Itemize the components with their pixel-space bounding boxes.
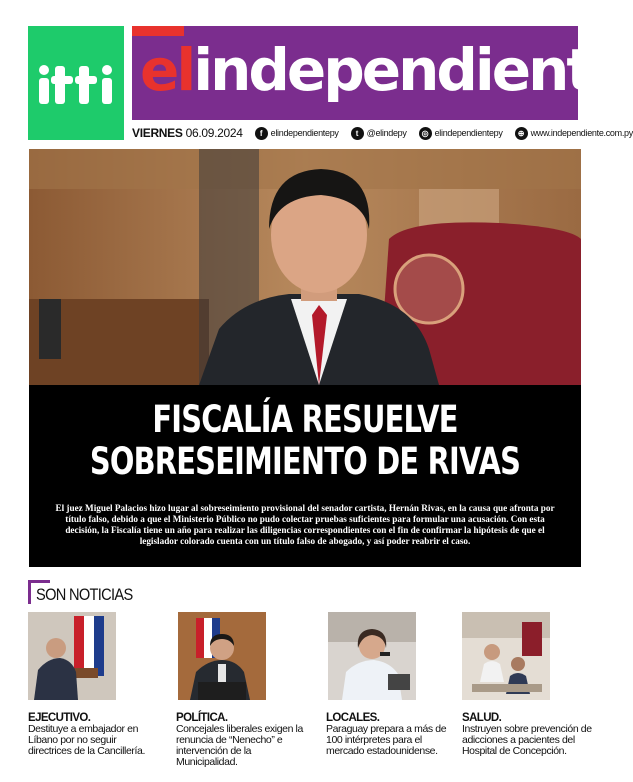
social-instagram[interactable]: [419, 127, 503, 140]
headline-line-2: SOBRESEIMIENTO DE RIVAS: [89, 440, 521, 483]
senator-portrait-image: [29, 149, 581, 385]
newspaper-nameplate: [132, 26, 628, 120]
news-item-ejecutivo[interactable]: [28, 612, 160, 757]
news-category: SALUD.: [462, 712, 502, 724]
section-heading-bar: [28, 580, 31, 604]
news-item-locales[interactable]: [326, 612, 458, 757]
instagram-handle: elindependientepy: [434, 128, 503, 138]
councilmember-photo-image: [178, 612, 266, 700]
newspaper-title: [140, 30, 627, 110]
news-text: Destituye a embajador en Líbano por no seguir directrices de la Cancillería.: [28, 723, 145, 757]
itti-logo-icon: [35, 58, 117, 108]
headline-line-1: FISCALÍA RESUELVE: [152, 398, 458, 441]
title-prefix: el: [140, 36, 194, 104]
ambassador-photo-image: [28, 612, 116, 700]
section-heading-accent: [28, 580, 50, 583]
news-item-salud[interactable]: [462, 612, 594, 757]
section-heading: [28, 580, 148, 604]
facebook-icon: f: [255, 127, 268, 140]
dateline: [132, 124, 633, 142]
website-url: www.independiente.com.py: [530, 128, 633, 138]
facebook-handle: elindependientepy: [270, 128, 339, 138]
news-category: LOCALES.: [326, 712, 380, 724]
section-title: SON NOTICIAS: [36, 585, 133, 604]
news-thumb-ejecutivo: [28, 612, 116, 700]
interpreter-photo-image: [328, 612, 416, 700]
globe-icon: ⊕: [515, 127, 528, 140]
hospital-talk-photo-image: [462, 612, 550, 700]
news-text: Paraguay prepara a más de 100 intérpretes para el mercado estadounidense.: [326, 723, 447, 757]
news-category: EJECUTIVO.: [28, 712, 91, 724]
issue-day: VIERNES: [132, 126, 183, 140]
social-twitter[interactable]: [351, 127, 407, 140]
news-category: POLÍTICA.: [176, 712, 228, 724]
publisher-logo: [28, 26, 124, 140]
instagram-icon: ◎: [419, 127, 432, 140]
lead-headline: [90, 399, 521, 483]
news-item-politica[interactable]: [176, 612, 308, 768]
news-thumb-salud: [462, 612, 550, 700]
news-text: Instruyen sobre prevención de adicciones a pacientes del Hospital de Concepción.: [462, 723, 592, 757]
title-name: independiente: [193, 36, 628, 104]
lead-photo: [29, 149, 581, 385]
news-thumb-locales: [328, 612, 416, 700]
social-facebook[interactable]: [255, 127, 339, 140]
news-thumb-politica: [178, 612, 266, 700]
lead-summary: El juez Miguel Palacios hizo lugar al sobreseimiento provisional del senador cartista, Hernán Rivas, en la causa que afronta por título falso, debido a que el Ministerio Público no pudo colectar pruebas suficientes para formular una acusación. Con esta decisión, la Fiscalía tiene un año para realizar las diligencias correspondientes con el fin de confirmar la hipótesis de que el legislador colorado cuenta con un título falso de abogado, y así poder reabrir el caso.: [55, 503, 555, 546]
social-website[interactable]: [515, 127, 633, 140]
news-text: Concejales liberales exigen la renuncia de “Nenecho” e intervención de la Municipalidad.: [176, 723, 303, 768]
twitter-icon: t: [351, 127, 364, 140]
twitter-handle: @elindepy: [366, 128, 407, 138]
lead-story: [29, 385, 581, 567]
issue-date: 06.09.2024: [185, 126, 243, 140]
